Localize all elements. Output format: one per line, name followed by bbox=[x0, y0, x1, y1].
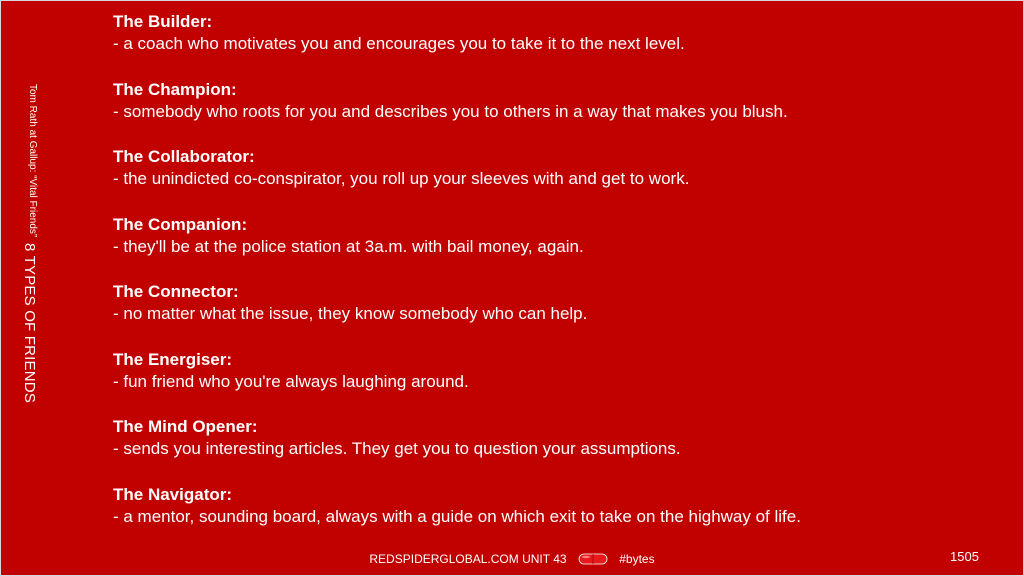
list-item bbox=[113, 214, 993, 258]
list-item bbox=[113, 11, 993, 55]
footer bbox=[1, 550, 1023, 567]
entry-title: The Navigator: bbox=[113, 484, 233, 504]
entry-description: - sends you interesting articles. They get you to question your assumptions. bbox=[113, 439, 681, 458]
entry-title: The Builder: bbox=[113, 12, 213, 31]
entry-description: - the unindicted co-conspirator, you roll up your sleeves with and get to work. bbox=[113, 169, 690, 188]
side-caption bbox=[21, 83, 38, 403]
entry-description: - a coach who motivates you and encourages you to take it to the next level. bbox=[113, 34, 685, 53]
list-item bbox=[113, 416, 993, 460]
side-credit: Tom Rath at Gallup: “Vital Friends” bbox=[27, 83, 38, 237]
entry-title: The Energiser: bbox=[113, 349, 233, 369]
list-item bbox=[113, 484, 993, 528]
entry-description: - they'll be at the police station at 3a.m. with bail money, again. bbox=[113, 236, 584, 256]
footer-site-text: REDSPIDERGLOBAL.COM UNIT 43 bbox=[369, 551, 567, 566]
red-pill-icon bbox=[578, 553, 608, 565]
entry-title: The Collaborator: bbox=[113, 147, 255, 166]
entry-description: - a mentor, sounding board, always with a guide on which exit to take on the highway of life. bbox=[113, 506, 801, 526]
side-title: 8 TYPES OF FRIENDS bbox=[21, 242, 38, 403]
friend-types-list bbox=[113, 11, 993, 551]
list-item bbox=[113, 281, 993, 325]
entry-title: The Mind Opener: bbox=[113, 417, 258, 436]
entry-title: The Connector: bbox=[113, 282, 239, 301]
page-number: 1505 bbox=[950, 549, 979, 564]
entry-description: - no matter what the issue, they know somebody who can help. bbox=[113, 304, 588, 323]
entry-title: The Companion: bbox=[113, 214, 248, 234]
list-item bbox=[113, 79, 993, 123]
entry-description: - fun friend who you're always laughing around. bbox=[113, 371, 469, 391]
footer-hashtag: #bytes bbox=[619, 551, 655, 566]
list-item bbox=[113, 349, 993, 393]
entry-description: - somebody who roots for you and describes you to others in a way that makes you blush. bbox=[113, 101, 788, 121]
list-item bbox=[113, 146, 993, 190]
entry-title: The Champion: bbox=[113, 79, 237, 99]
